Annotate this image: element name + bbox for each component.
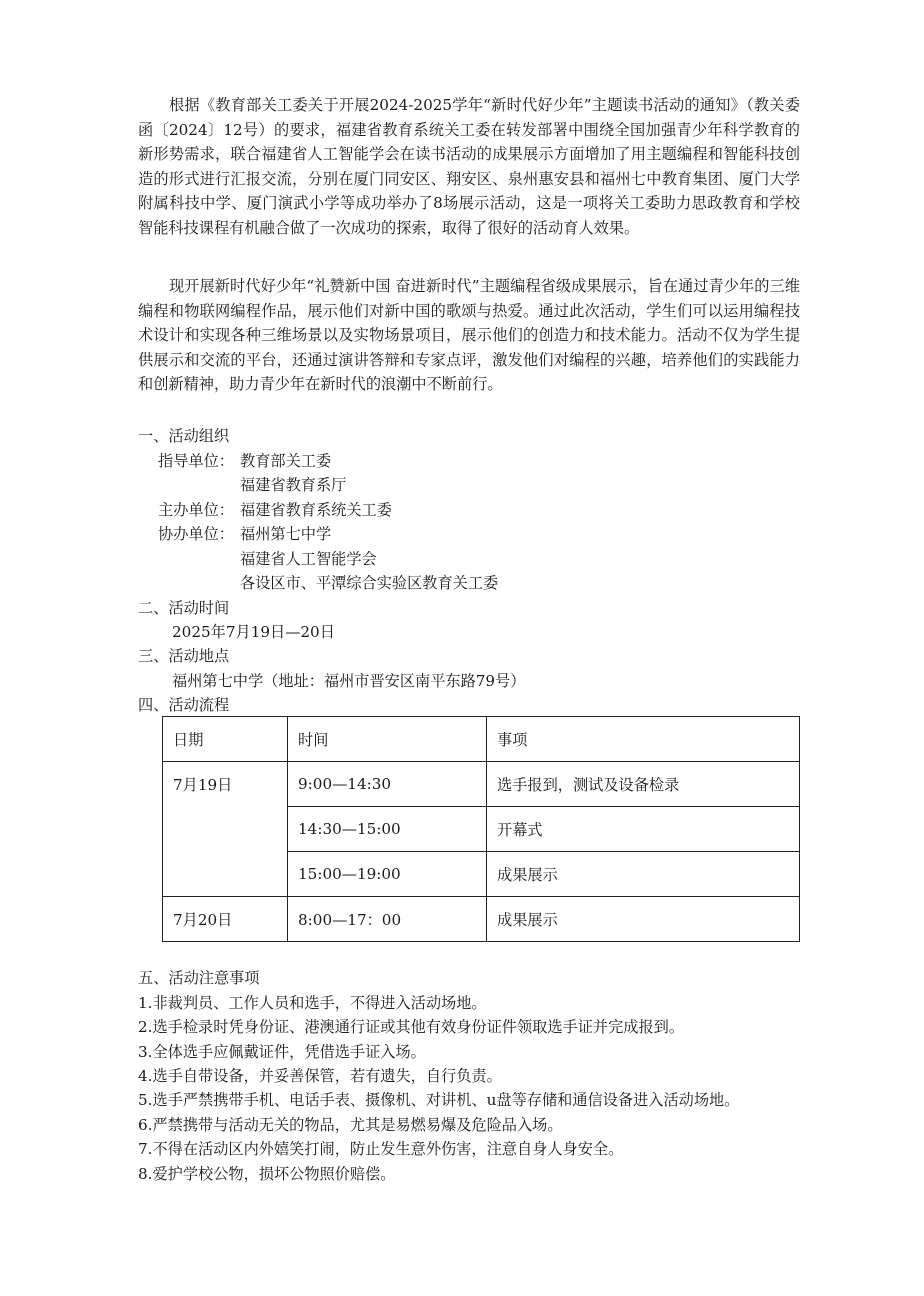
table-row (163, 897, 800, 942)
note-item: 6.严禁携带与活动无关的物品，尤其是易燃易爆及危险品入场。 (138, 1116, 563, 1134)
header-item: 事项 (487, 717, 800, 762)
co-unit-3: 各设区市、平潭综合实验区教育关工委 (240, 574, 499, 592)
day1-date: 7月19日 (163, 762, 288, 897)
note-item: 7.不得在活动区内外嬉笑打闹，防止发生意外伤害，注意自身人身安全。 (138, 1140, 624, 1158)
row-time: 8:00—17：00 (288, 897, 487, 942)
section-heading-organization: 一、活动组织 (138, 427, 230, 445)
host-unit-label: 主办单位： (158, 501, 234, 519)
day2-date: 7月20日 (163, 897, 288, 942)
guide-unit-2: 福建省教育系厅 (240, 476, 347, 494)
table-header-row (163, 717, 800, 762)
section-heading-place: 三、活动地点 (138, 647, 230, 665)
note-item: 3.全体选手应佩戴证件，凭借选手证入场。 (138, 1043, 426, 1061)
row-item: 选手报到，测试及设备检录 (487, 762, 800, 807)
section-heading-flow: 四、活动流程 (138, 696, 230, 714)
section-heading-time: 二、活动时间 (138, 599, 230, 617)
co-unit-label: 协办单位： (158, 525, 234, 543)
header-time: 时间 (288, 717, 487, 762)
schedule-table (162, 716, 800, 942)
row-item: 成果展示 (487, 852, 800, 897)
intro-paragraph-2: 现开展新时代好少年“礼赞新中国 奋进新时代”主题编程省级成果展示，旨在通过青少年的三维编程和物联网编程作品，展示他们对新中国的歌颂与热爱。通过此次活动，学生们可以运用编程技术设计和实现各种三维场景以及实物场景项目，展示他们的创造力和技术能力。活动不仅为学生提供展示和交流的平台，还通过演讲答辩和专家点评，激发他们对编程的兴趣，培养他们的实践能力和创新精神，助力青少年在新时代的浪潮中不断前行。 (138, 277, 800, 394)
note-item: 8.爱护学校公物，损坏公物照价赔偿。 (138, 1165, 396, 1183)
section-heading-notes: 五、活动注意事项 (138, 969, 260, 987)
co-unit-2: 福建省人工智能学会 (240, 550, 377, 568)
note-item: 2.选手检录时凭身份证、港澳通行证或其他有效身份证件领取选手证并完成报到。 (138, 1018, 685, 1036)
guide-unit-label: 指导单位： (158, 452, 234, 470)
row-item: 成果展示 (487, 897, 800, 942)
row-time: 9:00—14:30 (288, 762, 487, 807)
row-time: 15:00—19:00 (288, 852, 487, 897)
note-item: 5.选手严禁携带手机、电话手表、摄像机、对讲机、u盘等存储和通信设备进入活动场地。 (138, 1091, 740, 1109)
activity-place: 福州第七中学（地址：福州市晋安区南平东路79号） (172, 672, 526, 690)
row-item: 开幕式 (487, 807, 800, 852)
table-row (163, 762, 800, 807)
row-time: 14:30—15:00 (288, 807, 487, 852)
host-unit: 福建省教育系统关工委 (240, 501, 392, 519)
guide-unit-1: 教育部关工委 (240, 452, 332, 470)
intro-paragraph-1: 根据《教育部关工委关于开展2024-2025学年“新时代好少年”主题读书活动的通知》（教关委函〔2024〕12号）的要求，福建省教育系统关工委在转发部署中围绕全国加强青少年科学教育的新形势需求，联合福建省人工智能学会在读书活动的成果展示方面增加了用主题编程和智能科技创造的形式进行汇报交流，分别在厦门同安区、翔安区、泉州惠安县和福州七中教育集团、厦门大学附属科技中学、厦门演武小学等成功举办了8场展示活动，这是一项将关工委助力思政教育和学校智能科技课程有机融合做了一次成功的探索，取得了很好的活动育人效果。 (138, 96, 800, 237)
co-unit-1: 福州第七中学 (240, 525, 332, 543)
activity-time: 2025年7月19日—20日 (172, 623, 335, 641)
note-item: 1.非裁判员、工作人员和选手，不得进入活动场地。 (138, 994, 487, 1012)
note-item: 4.选手自带设备，并妥善保管，若有遗失，自行负责。 (138, 1067, 502, 1085)
header-date: 日期 (163, 717, 288, 762)
